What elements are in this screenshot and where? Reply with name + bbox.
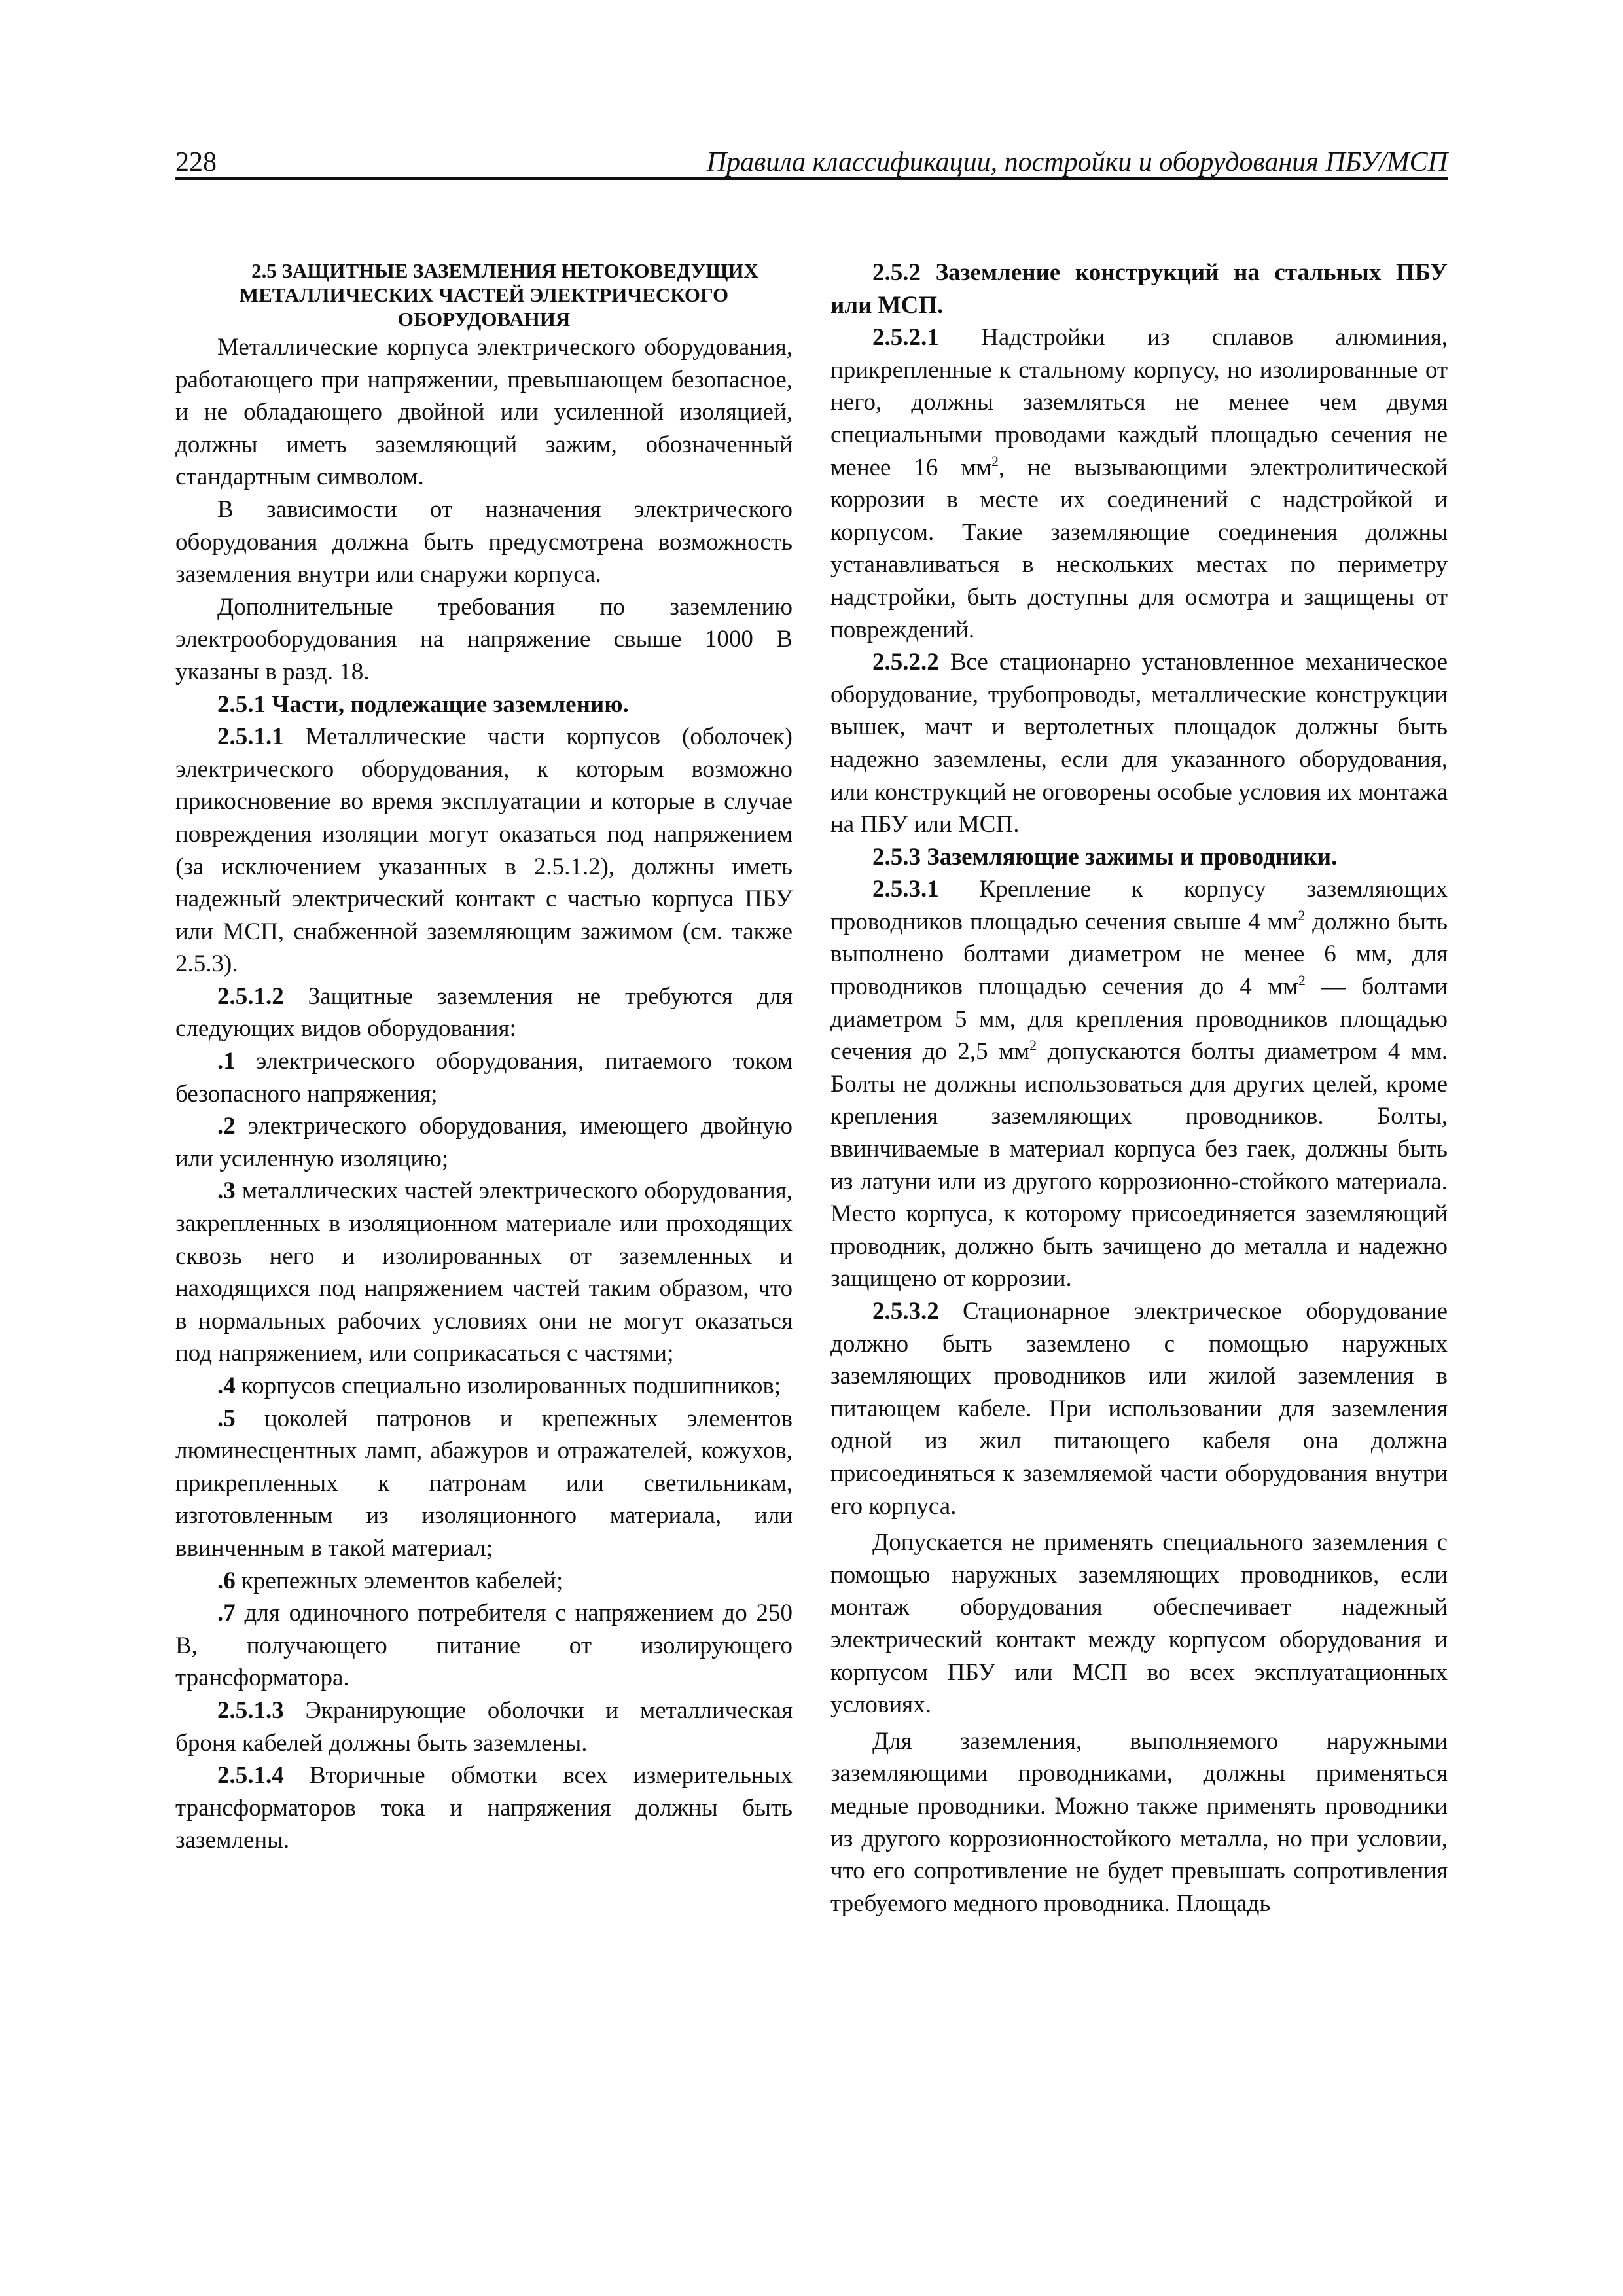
superscript: 2 <box>1029 1037 1037 1054</box>
clause-number: 2.5.1.2 <box>217 982 284 1010</box>
item-text: металлических частей электрического оборудования, закрепленных в изоляционном материале или проходящих сквозь него и изолированных от заземленных и находящихся под напряжением частей таким образом, что в нормальных рабочих условиях они не могут оказаться под напряжением, или соприкасаться с частями; <box>175 1177 793 1367</box>
clause-text: Защитные заземления не требуются для следующих видов оборудования: <box>175 982 793 1043</box>
clause-text: — болтами диаметром 5 мм, для крепления проводников площадью сечения до 2,5 мм <box>830 973 1448 1066</box>
item-number: .3 <box>217 1177 236 1205</box>
page-number: 228 <box>175 147 217 177</box>
paragraph: В зависимости от назначения электрического оборудования должна быть предусмотрена возможность заземления внутри или снаружи корпуса. <box>175 495 793 588</box>
clause-2-5-2-1 <box>830 321 1448 646</box>
superscript: 2 <box>1298 972 1306 989</box>
item-number: .5 <box>217 1405 236 1432</box>
clause-number: 2.5.1.4 <box>217 1762 284 1789</box>
item-text: корпусов специально изолированных подшипников; <box>235 1372 781 1399</box>
list-item <box>175 1110 793 1175</box>
paragraph: Допускается не применять специального заземления с помощью наружных заземляющих проводников, если монтаж оборудования обеспечивает надежный электрический контакт между корпусом оборудования и корпусом ПБУ или МСП во всех эксплуатационных условиях. <box>830 1529 1448 1719</box>
clause-number: 2.5.1.1 <box>217 723 284 751</box>
clause-text: Металлические части корпусов (оболочек) электрического оборудования, к которым возможно прикосновение во время эксплуатации и которые в случае повреждения изоляции могут оказаться под напряжением (за исключением указанных в 2.5.1.2), должны иметь надежный электрический контакт с частью корпуса ПБУ или МСП, снабженной заземляющим зажимом (см. также 2.5.3). <box>175 723 793 978</box>
clause-2-5-3-1 <box>830 873 1448 1295</box>
item-number: .6 <box>217 1567 236 1594</box>
list-item <box>175 1175 793 1370</box>
item-text: крепежных элементов кабелей; <box>235 1567 563 1594</box>
clause-text: Надстройки из сплавов алюминия, прикрепленные к стальному корпусу, но изолированные от него, должны заземляться не менее чем двумя специальными проводами каждый площадью сечения не менее 16 мм <box>830 324 1448 481</box>
clause-number: 2.5.3.2 <box>872 1298 939 1325</box>
superscript: 2 <box>1298 906 1306 924</box>
clause-2-5-1-1 <box>175 721 793 980</box>
clause-number: 2.5.3.1 <box>872 876 939 903</box>
clause-2-5-3-2 <box>830 1295 1448 1522</box>
item-number: .4 <box>217 1372 236 1399</box>
clause-text: должно быть выполнено болтами диаметром не менее 6 мм, для проводников площадью сечения до 4 мм <box>830 908 1448 1001</box>
right-column <box>830 257 1448 1920</box>
clause-text: Все стационарно установленное механическое оборудование, трубопроводы, металлические конструкции вышек, мачт и вертолетных площадок должны быть надежно заземлены, если для указанного оборудования, или конструкций не оговорены особые условия их монтажа на ПБУ или МСП. <box>830 649 1448 838</box>
clause-2-5-1-2 <box>175 980 793 1045</box>
clause-2-5-1-3 <box>175 1695 793 1759</box>
clause-text: Стационарное электрическое оборудование должно быть заземлено с помощью наружных заземляющих проводников или жилой заземления в питающем кабеле. При использовании для заземления одной из жил питающего кабеля она должна присоединяться к заземляемой части оборудования внутри его корпуса. <box>830 1298 1448 1520</box>
list-item <box>175 1045 793 1110</box>
left-column <box>175 259 793 1857</box>
clause-text: допускаются болты диаметром 4 мм. Болты не должны использоваться для других целей, кроме крепления заземляющих проводников. Болты, ввинчиваемые в материал корпуса без гаек, должны быть из латуни или из другого коррозионно-стойкого материала. Место корпуса, к которому присоединяется заземляющий проводник, должно быть зачищено до металла и надежно защищено от коррозии. <box>830 1038 1448 1293</box>
subsection-heading: 2.5.2 Заземление конструкций на стальных ПБУ или МСП. <box>830 259 1448 319</box>
list-item <box>175 1403 793 1565</box>
header-rule <box>175 177 1448 180</box>
list-item <box>175 1370 793 1403</box>
paragraph: Дополнительные требования по заземлению электрооборудования на напряжение свыше 1000 В указаны в разд. 18. <box>175 593 793 685</box>
item-text: цоколей патронов и крепежных элементов люминесцентных ламп, абажуров и отражателей, кожухов, прикрепленных к патронам или светильникам, изготовленным из изоляционного материала, или ввинченным в такой материал; <box>175 1405 793 1562</box>
clause-text: , не вызывающими электролитической коррозии в месте их соединений с надстройкой и корпусом. Такие заземляющие соединения должны устанавливаться в нескольких местах по периметру надстройки, быть доступны для осмотра и защищены от повреждений. <box>830 454 1448 643</box>
running-title: Правила классификации, постройки и оборудования ПБУ/МСП <box>706 147 1448 177</box>
clause-2-5-1-4 <box>175 1759 793 1857</box>
item-text: для одиночного потребителя с напряжением до 250 В, получающего питание от изолирующего трансформатора. <box>175 1600 793 1692</box>
item-number: .2 <box>217 1113 236 1140</box>
superscript: 2 <box>991 452 999 469</box>
list-item <box>175 1597 793 1695</box>
paragraph: Для заземления, выполняемого наружными заземляющими проводниками, должны применяться медные проводники. Можно также применять проводники из другого коррозионностойкого металла, но при условии, что его сопротивление не будет превышать сопротивления требуемого медного проводника. Площадь <box>830 1727 1448 1917</box>
item-text: электрического оборудования, питаемого током безопасного напряжения; <box>175 1048 793 1107</box>
clause-2-5-2-2 <box>830 646 1448 841</box>
item-number: .1 <box>217 1048 236 1075</box>
item-number: .7 <box>217 1600 236 1627</box>
clause-number: 2.5.1.3 <box>217 1696 284 1724</box>
clause-text: Крепление к корпусу заземляющих проводников площадью сечения свыше 4 мм <box>830 876 1448 935</box>
clause-number: 2.5.2.1 <box>872 324 939 351</box>
clause-text: Вторичные обмотки всех измерительных трансформаторов тока и напряжения должны быть заземлены. <box>175 1762 793 1854</box>
subsection-heading: 2.5.3 Заземляющие зажимы и проводники. <box>872 843 1338 870</box>
page-header <box>175 145 1448 182</box>
paragraph: Металлические корпуса электрического оборудования, работающего при напряжении, превышающем безопасное, и не обладающего двойной или усиленной изоляцией, должны иметь заземляющий зажим, обозначенный стандартным символом. <box>175 334 793 491</box>
section-heading: 2.5 ЗАЩИТНЫЕ ЗАЗЕМЛЕНИЯ НЕТОКОВЕДУЩИХ МЕТАЛЛИЧЕСКИХ ЧАСТЕЙ ЭЛЕКТРИЧЕСКОГО ОБОРУДОВАНИЯ <box>239 259 758 331</box>
clause-text: Экранирующие оболочки и металлическая броня кабелей должны быть заземлены. <box>175 1696 793 1757</box>
item-text: электрического оборудования, имеющего двойную или усиленную изоляцию; <box>175 1113 793 1172</box>
clause-number: 2.5.2.2 <box>872 649 939 676</box>
list-item <box>175 1565 793 1598</box>
subsection-heading: 2.5.1 Части, подлежащие заземлению. <box>217 691 629 718</box>
